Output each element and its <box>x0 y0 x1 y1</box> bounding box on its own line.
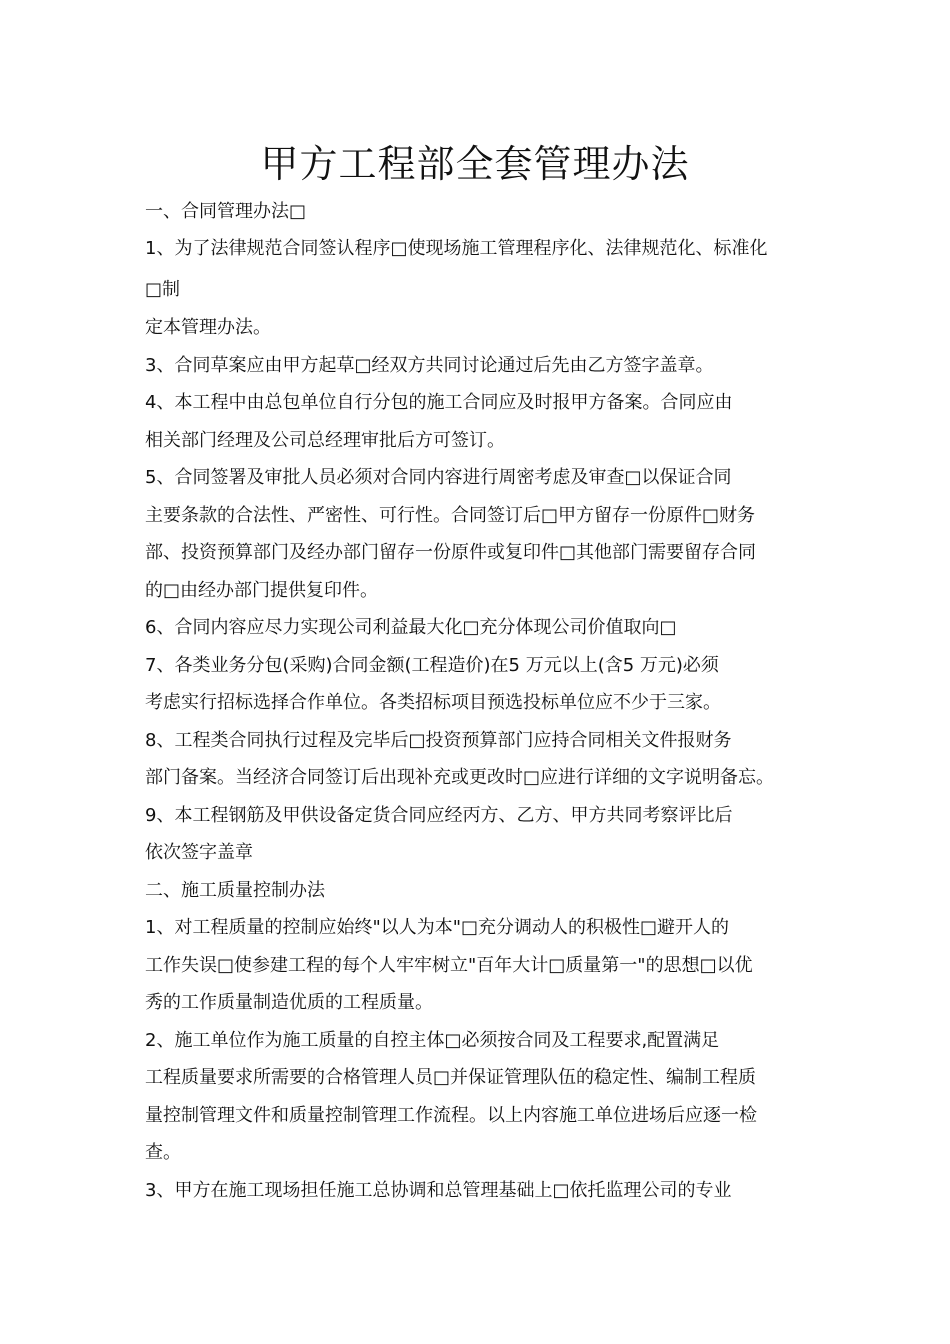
document-title: 甲方工程部全套管理办法 <box>260 142 690 186</box>
paragraph-line: 主要条款的合法性、严密性、可行性。合同签订后□甲方留存一份原件□财务 <box>145 505 756 526</box>
paragraph-line: 3、甲方在施工现场担任施工总协调和总管理基础上□依托监理公司的专业 <box>145 1180 732 1201</box>
paragraph-line: 的□由经办部门提供复印件。 <box>145 580 379 601</box>
paragraph-line: 1、对工程质量的控制应始终"以人为本"□充分调动人的积极性□避开人的 <box>145 917 730 938</box>
paragraph-line: 工程质量要求所需要的合格管理人员□并保证管理队伍的稳定性、编制工程质 <box>145 1067 757 1088</box>
paragraph-line: 6、合同内容应尽力实现公司利益最大化□充分体现公司价值取向□ <box>145 617 677 638</box>
paragraph-line: 部、投资预算部门及经办部门留存一份原件或复印件□其他部门需要留存合同 <box>145 542 757 563</box>
paragraph-line: 9、本工程钢筋及甲供设备定货合同应经丙方、乙方、甲方共同考察评比后 <box>145 805 733 826</box>
paragraph-line: 1、为了法律规范合同签认程序□使现场施工管理程序化、法律规范化、标准化 <box>145 238 768 259</box>
paragraph-line: 定本管理办法。 <box>145 317 271 338</box>
paragraph-line: 考虑实行招标选择合作单位。各类招标项目预选投标单位应不少于三家。 <box>145 692 721 713</box>
paragraph-line: 2、施工单位作为施工质量的自控主体□必须按合同及工程要求,配置满足 <box>145 1030 720 1051</box>
paragraph-line: 7、各类业务分包(采购)合同金额(工程造价)在5 万元以上(含5 万元)必须 <box>145 655 719 676</box>
section-heading-contract: 一、合同管理办法□ <box>145 201 307 222</box>
paragraph-line: 工作失误□使参建工程的每个人牢牢树立"百年大计□质量第一"的思想□以优 <box>145 955 753 976</box>
paragraph-line: 查。 <box>145 1142 181 1163</box>
paragraph-line: 部门备案。当经济合同签订后出现补充或更改时□应进行详细的文字说明备忘。 <box>145 767 775 788</box>
paragraph-line: □制 <box>145 279 181 300</box>
paragraph-line: 8、工程类合同执行过程及完毕后□投资预算部门应持合同相关文件报财务 <box>145 730 732 751</box>
paragraph-line: 4、本工程中由总包单位自行分包的施工合同应及时报甲方备案。合同应由 <box>145 392 733 413</box>
paragraph-line: 秀的工作质量制造优质的工程质量。 <box>145 992 433 1013</box>
paragraph-line: 依次签字盖章 <box>145 842 253 863</box>
paragraph-line: 量控制管理文件和质量控制管理工作流程。以上内容施工单位进场后应逐一检 <box>145 1105 757 1126</box>
paragraph-line: 相关部门经理及公司总经理审批后方可签订。 <box>145 430 505 451</box>
paragraph-line: 5、合同签署及审批人员必须对合同内容进行周密考虑及审查□以保证合同 <box>145 467 732 488</box>
paragraph-line: 3、合同草案应由甲方起草□经双方共同讨论通过后先由乙方签字盖章。 <box>145 355 714 376</box>
section-heading-quality: 二、施工质量控制办法 <box>145 880 325 901</box>
